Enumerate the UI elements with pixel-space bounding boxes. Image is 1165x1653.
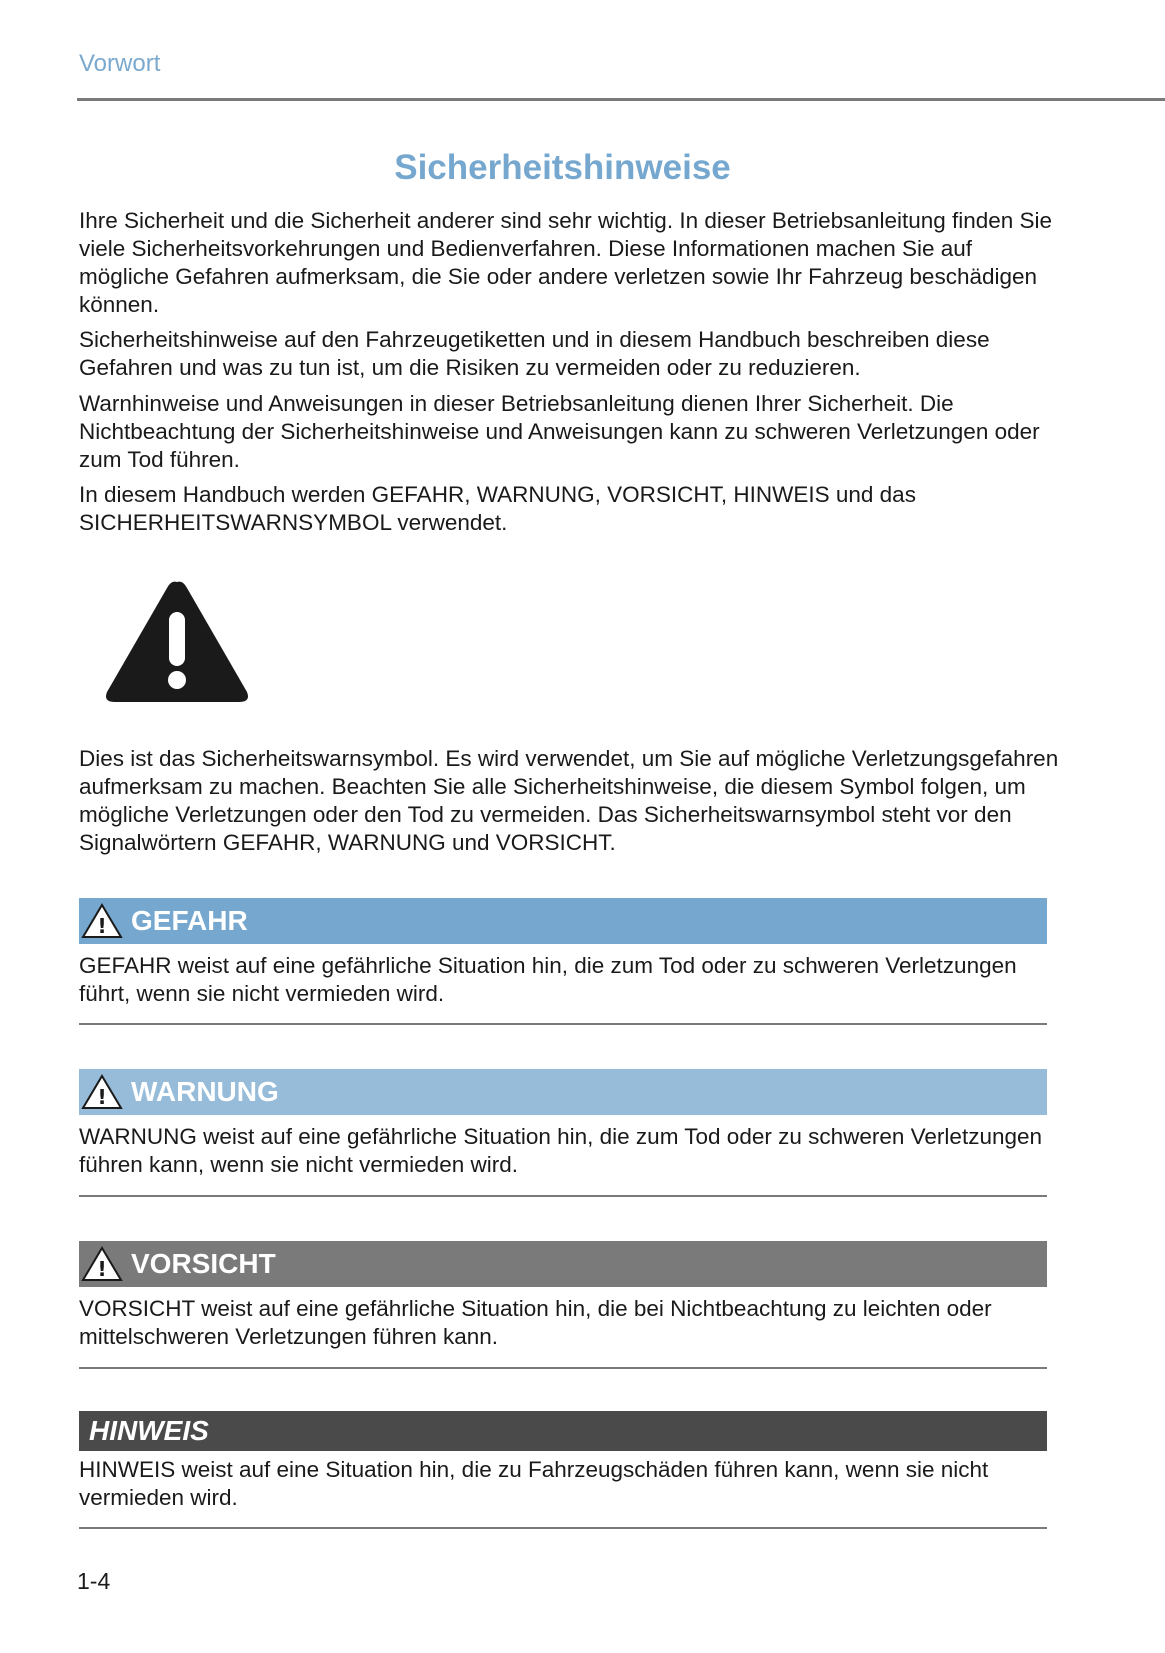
notice-text: WARNUNG weist auf eine gefährliche Situation hin, die zum Tod oder zu schweren Verletzungen führen kann, wenn sie nicht vermieden wird. [79, 1124, 1043, 1177]
section-header: Vorwort [79, 50, 161, 77]
warning-triangle-icon [81, 1074, 123, 1110]
paragraph: Sicherheitshinweise auf den Fahrzeugetiketten und in diesem Handbuch beschreiben diese Gefahren und was zu tun ist, um die Risiken zu vermeiden oder zu reduzieren. [79, 327, 990, 380]
notice-label: HINWEIS [89, 1415, 209, 1446]
page-number: 1-4 [77, 1568, 111, 1594]
svg-text:!: ! [97, 1257, 107, 1281]
notice-bar-vorsicht [79, 1241, 1047, 1287]
notice-label: GEFAHR [131, 905, 248, 936]
divider [79, 1195, 1047, 1197]
safety-alert-triangle-icon [103, 576, 251, 706]
warning-triangle-icon [81, 1246, 123, 1282]
notice-bar-warnung [79, 1069, 1047, 1115]
paragraph: Ihre Sicherheit und die Sicherheit anderer sind sehr wichtig. In dieser Betriebsanleitung finden Sie viele Sicherheitsvorkehrungen und Bedienverfahren. Diese Informationen machen Sie auf mögliche Gefahren aufmerksam, die Sie oder andere verletzen sowie Ihr Fahrzeug beschädigen können. [79, 208, 1053, 317]
notice-label: WARNUNG [131, 1076, 279, 1107]
notice-label: VORSICHT [131, 1248, 276, 1279]
divider [79, 1023, 1047, 1025]
paragraph: Warnhinweise und Anweisungen in dieser Betriebsanleitung dienen Ihrer Sicherheit. Die Nichtbeachtung der Sicherheitshinweise und Anweisungen kann zu schweren Verletzungen oder zum Tod führen. [79, 391, 1040, 472]
notice-bar-gefahr [79, 898, 1047, 944]
divider [79, 1367, 1047, 1369]
notice-bar-hinweis [79, 1411, 1047, 1451]
notice-text: HINWEIS weist auf eine Situation hin, die zu Fahrzeugschäden führen kann, wenn sie nicht vermieden wird. [79, 1457, 989, 1510]
svg-text:!: ! [97, 1085, 107, 1109]
symbol-description: Dies ist das Sicherheitswarnsymbol. Es wird verwendet, um Sie auf mögliche Verletzungsgefahren aufmerksam zu machen. Beachten Sie alle Sicherheitshinweise, die diesem Symbol folgen, um mögliche Verletzungen oder den Tod zu vermeiden. Das Sicherheitswarnsymbol steht vor den Signalwörtern GEFAHR, WARNUNG und VORSICHT. [79, 746, 1059, 855]
warning-triangle-icon [81, 903, 123, 939]
divider [79, 1527, 1047, 1529]
paragraph: In diesem Handbuch werden GEFAHR, WARNUNG, VORSICHT, HINWEIS und das SICHERHEITSWARNSYMBOL verwendet. [79, 482, 916, 535]
notice-text: VORSICHT weist auf eine gefährliche Situation hin, die bei Nichtbeachtung zu leichten oder mittelschweren Verletzungen führen kann. [79, 1296, 992, 1349]
header-divider [77, 98, 1165, 101]
page-title: Sicherheitshinweise [394, 148, 731, 187]
svg-text:!: ! [97, 914, 107, 938]
notice-text: GEFAHR weist auf eine gefährliche Situation hin, die zum Tod oder zu schweren Verletzungen führt, wenn sie nicht vermieden wird. [79, 953, 1017, 1006]
